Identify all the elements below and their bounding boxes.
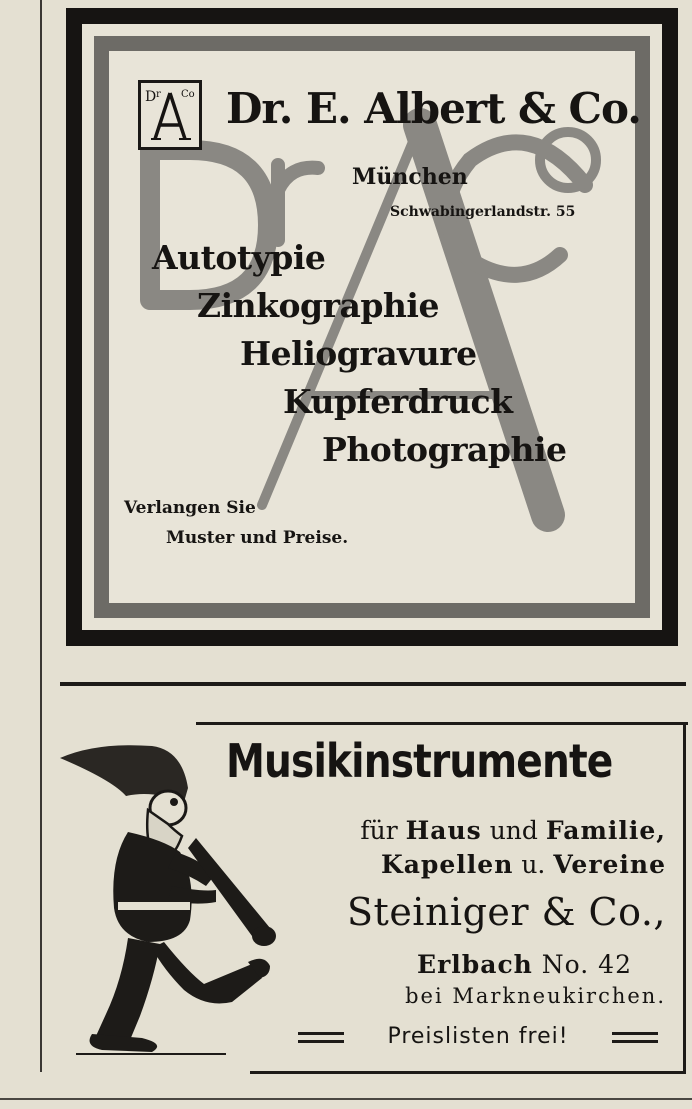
svg-text:D: D [145,89,157,105]
column-rule [40,0,42,1072]
music-line-1 [360,816,666,845]
line1-mid: und [481,816,546,845]
line1-pre: für [360,816,406,845]
music-ad-right-rule [683,722,686,1074]
page-bottom-rule [0,1098,692,1100]
line1-bold-2: Familie, [545,816,666,845]
service-zinkographie: Zinkographie [197,286,439,325]
firm-logo [138,80,202,150]
address-number: No. 42 [532,950,632,979]
service-autotypie: Autotypie [152,238,326,277]
music-ad-top-rule [196,722,688,725]
music-line-2 [381,850,666,879]
address-town: Erlbach [417,950,533,979]
line2-mid: u. [513,850,554,879]
svg-text:r: r [156,89,161,100]
service-photographie: Photographie [322,430,567,469]
request-line-1: Verlangen Sie [124,498,256,518]
firm-street: Schwabingerlandstr. 55 [390,204,576,220]
pricelist-line [298,1024,658,1054]
music-company: Steiniger & Co., [347,890,666,934]
line2-bold-2: Vereine [553,850,666,879]
line1-bold-1: Haus [405,816,482,845]
double-rule-left [298,1032,344,1044]
request-line-2: Muster und Preise. [166,528,349,548]
pricelist-note: Preislisten frei! [387,1024,569,1049]
service-kupferdruck: Kupferdruck [283,382,513,421]
music-address-town [417,950,632,979]
service-heliogravure: Heliogravure [240,334,477,373]
ad-divider [60,682,686,686]
firm-city: München [352,164,468,190]
firm-name: Dr. E. Albert & Co. [226,84,641,133]
music-ad-bottom-rule [250,1071,686,1074]
svg-text:Co: Co [181,89,195,100]
line2-bold-1: Kapellen [380,850,514,879]
double-rule-right [612,1032,658,1044]
logo-monogram-icon [141,83,199,147]
music-heading: Musikinstrumente [226,734,613,788]
music-address-region: bei Markneukirchen. [405,984,666,1008]
